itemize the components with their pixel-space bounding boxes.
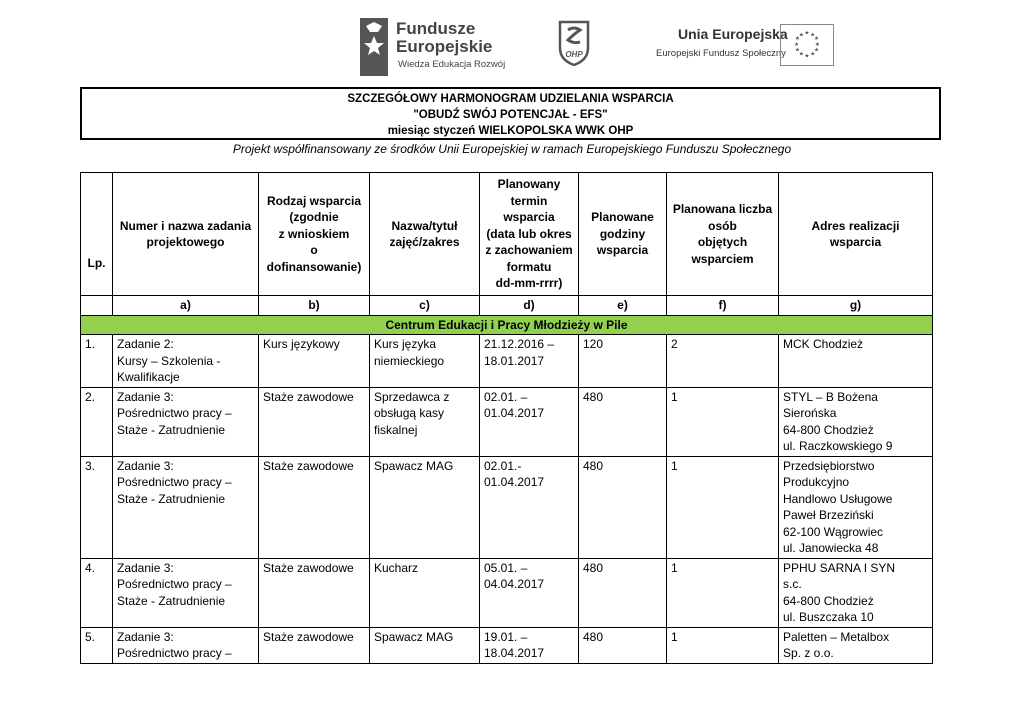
cell-address — [779, 456, 933, 558]
cell-name — [370, 387, 480, 456]
cell-task — [113, 387, 259, 456]
column-letter-name: c) — [370, 296, 480, 316]
cell-lp-line: 1. — [85, 337, 96, 351]
cell-name — [370, 456, 480, 558]
cell-address — [779, 558, 933, 627]
cell-date — [480, 335, 579, 388]
cell-persons — [667, 627, 779, 663]
header-type-line: o dofinansowanie) — [266, 243, 362, 274]
header-name-line: Nazwa/tytuł — [391, 218, 458, 233]
cell-date — [480, 558, 579, 627]
svg-text:★: ★ — [804, 53, 810, 60]
ohp-logo-text: OHP — [565, 50, 583, 59]
cell-task-line: Zadanie 3: — [117, 629, 174, 644]
cell-lp-line: 4. — [85, 560, 96, 575]
cell-name-line: Kucharz — [374, 560, 419, 575]
cell-date-line: 05.01. – — [484, 560, 528, 575]
cell-task — [113, 627, 259, 663]
cell-address-line: Przedsiębiorstwo — [783, 458, 875, 473]
cell-date-line: 04.04.2017 — [484, 577, 545, 591]
cell-address-line: Paweł Brzeziński — [783, 508, 874, 522]
cell-address-line: ul. Buszczaka 10 — [783, 610, 874, 624]
fe-emblem-icon — [360, 18, 388, 76]
cell-name-line: Sprzedawca z — [374, 389, 450, 404]
cell-lp — [81, 627, 113, 663]
cell-address-line: Produkcyjno — [783, 475, 850, 489]
cell-task-line: Staże - Zatrudnienie — [117, 593, 226, 608]
cell-type-line: Staże zawodowe — [263, 458, 354, 473]
table-row — [81, 335, 933, 388]
svg-text:★: ★ — [813, 36, 820, 43]
cell-type-line: Staże zawodowe — [263, 629, 354, 644]
cell-task-line: Zadanie 2: — [117, 337, 174, 351]
cell-address-line: PPHU SARNA I SYN — [783, 560, 896, 575]
header-date — [480, 173, 579, 296]
fe-logo-line1: Fundusze — [396, 19, 476, 38]
cell-name — [370, 558, 480, 627]
cell-persons-line: 1 — [671, 389, 678, 404]
cell-persons — [667, 335, 779, 388]
fundusze-europejskie-logo — [360, 18, 510, 76]
header-persons — [667, 173, 779, 296]
cell-lp-line: 2. — [85, 389, 96, 404]
cell-date — [480, 387, 579, 456]
header-hours — [579, 173, 667, 296]
cell-address-line: s.c. — [783, 577, 802, 591]
document-title-box — [80, 87, 941, 140]
table-row — [81, 456, 933, 558]
header-type-line: (zgodnie — [289, 210, 339, 225]
cell-date-line: 01.04.2017 — [484, 475, 545, 489]
cell-hours-line: 480 — [583, 629, 604, 644]
header-task-line: projektowego — [146, 235, 225, 249]
cell-date-line: 01.04.2017 — [484, 406, 545, 420]
header-task — [113, 173, 259, 296]
cell-task-line: Zadanie 3: — [117, 458, 174, 473]
svg-text:★: ★ — [794, 47, 801, 54]
cell-lp-line: 3. — [85, 458, 96, 473]
svg-text:★: ★ — [794, 36, 801, 43]
svg-text:★: ★ — [813, 47, 820, 54]
header-type-line: Rodzaj wsparcia — [266, 193, 362, 208]
cell-type — [259, 387, 370, 456]
eu-flag-icon — [780, 24, 834, 66]
cell-address-line: MCK Chodzież — [783, 337, 864, 351]
header-name — [370, 173, 480, 296]
cell-address-line: Sp. z o.o. — [783, 646, 834, 660]
cell-date-line: 18.01.2017 — [484, 353, 545, 368]
cell-lp — [81, 456, 113, 558]
column-letter-address: g) — [779, 296, 933, 316]
column-letter-date: d) — [480, 296, 579, 316]
header-address — [779, 173, 933, 296]
cell-lp-line: 5. — [85, 629, 96, 644]
cell-lp — [81, 387, 113, 456]
cell-address-line: Sierońska — [783, 406, 837, 420]
column-letter-type: b) — [259, 296, 370, 316]
title-line3: miesiąc styczeń WIELKOPOLSKA WWK OHP — [387, 125, 634, 137]
header-hours-line: Planowane — [591, 210, 654, 225]
cell-hours — [579, 456, 667, 558]
table-row — [81, 627, 933, 663]
cell-address-line: 64-800 Chodzież — [783, 422, 874, 437]
cell-address — [779, 335, 933, 388]
cell-task-line: Kursy – Szkolenia - — [117, 353, 221, 368]
cell-type-line: Staże zawodowe — [263, 389, 354, 404]
cell-date-line: 18.04.2017 — [484, 646, 545, 660]
header-lp — [81, 173, 113, 296]
cell-hours — [579, 335, 667, 388]
title-line1: SZCZEGÓŁOWY HARMONOGRAM UDZIELANIA WSPARCIA — [347, 93, 674, 105]
svg-text:★: ★ — [793, 41, 800, 48]
title-line2: "OBUDŹ SWÓJ POTENCJAŁ - EFS" — [413, 109, 608, 121]
cell-task — [113, 558, 259, 627]
column-letter-persons: f) — [667, 296, 779, 316]
svg-text:★: ★ — [798, 32, 804, 39]
header-lp-line: Lp. — [87, 255, 106, 270]
header-date-line: formatu — [506, 259, 552, 274]
cell-hours — [579, 387, 667, 456]
header-hours-line: wsparcia — [596, 243, 649, 258]
section-row — [81, 315, 933, 335]
ohp-shield-icon — [556, 20, 592, 66]
header-type — [259, 173, 370, 296]
cell-date-line: 21.12.2016 – — [484, 337, 555, 351]
cell-name — [370, 335, 480, 388]
header-task-line: Numer i nazwa zadania — [119, 218, 252, 233]
cell-task-line: Pośrednictwo pracy – — [117, 406, 232, 420]
cell-address — [779, 627, 933, 663]
header-persons-line: osób — [708, 218, 737, 233]
cell-address-line: Paletten – Metalbox — [783, 629, 890, 644]
header-address-line: wsparcia — [829, 235, 882, 249]
header-date-line: (data lub okres — [486, 226, 572, 241]
funding-subtitle: Projekt współfinansowany ze środków Unii Europejskiej w ramach Europejskiego Funduszu Społecznego — [232, 142, 792, 156]
cell-address — [779, 387, 933, 456]
cell-task-line: Staże - Zatrudnienie — [117, 491, 226, 506]
header-address-line: Adres realizacji — [811, 218, 900, 233]
cell-task-line: Pośrednictwo pracy – — [117, 577, 232, 591]
cell-task — [113, 335, 259, 388]
cell-persons-line: 2 — [671, 337, 678, 351]
cell-hours-line: 480 — [583, 458, 604, 473]
cell-address-line: ul. Raczkowskiego 9 — [783, 439, 893, 453]
header-row — [81, 173, 933, 296]
cell-persons-line: 1 — [671, 458, 678, 473]
cell-persons-line: 1 — [671, 629, 678, 644]
logo-bar — [0, 14, 1024, 76]
cell-address-line: 62-100 Wągrowiec — [783, 524, 884, 539]
cell-persons — [667, 387, 779, 456]
cell-address-line: ul. Janowiecka 48 — [783, 541, 879, 555]
header-type-line: z wnioskiem — [278, 226, 350, 241]
cell-hours — [579, 627, 667, 663]
schedule-table — [80, 172, 933, 664]
ohp-logo — [556, 20, 592, 66]
cell-task-line: Zadanie 3: — [117, 560, 174, 575]
column-letter-hours: e) — [579, 296, 667, 316]
cell-task-line: Staże - Zatrudnienie — [117, 422, 226, 437]
cell-date — [480, 456, 579, 558]
header-persons-line: wsparciem — [691, 251, 754, 266]
cell-persons — [667, 558, 779, 627]
cell-hours-line: 480 — [583, 560, 604, 575]
unia-europejska-logo — [652, 18, 836, 76]
cell-name-line: fiskalnej — [374, 422, 418, 437]
fe-logo-line2: Europejskie — [396, 37, 493, 56]
ue-logo-line1: Unia Europejska — [678, 26, 788, 42]
header-persons-line: objętych — [697, 235, 748, 249]
cell-address-line: STYL – B Bożena — [783, 389, 878, 404]
letter-row — [81, 296, 933, 316]
cell-hours-line: 480 — [583, 389, 604, 404]
header-name-line: zajęć/zakres — [389, 235, 460, 249]
cell-type — [259, 627, 370, 663]
cell-type-line: Staże zawodowe — [263, 560, 354, 575]
cell-hours — [579, 558, 667, 627]
cell-persons-line: 1 — [671, 560, 678, 575]
cell-name-line: Kurs języka — [374, 337, 437, 351]
header-persons-line: Planowana liczba — [672, 202, 773, 216]
ue-logo-line2: Europejski Fundusz Społeczny — [656, 48, 786, 59]
cell-date-line: 02.01. – — [484, 389, 528, 404]
header-date-line: Planowany — [497, 177, 561, 192]
header-date-line: dd-mm-rrrr) — [495, 276, 563, 291]
section-label: Centrum Edukacji i Pracy Młodzieży w Pile — [81, 315, 933, 335]
cell-address-line: Handlowo Usługowe — [783, 491, 893, 506]
cell-address-line: 64-800 Chodzież — [783, 593, 874, 608]
cell-name-line: niemieckiego — [374, 353, 445, 368]
header-hours-line: godziny — [599, 226, 646, 241]
cell-task-line: Pośrednictwo pracy – — [117, 475, 232, 489]
header-date-line: termin wsparcia — [503, 193, 555, 225]
table-row — [81, 558, 933, 627]
cell-date-line: 02.01.- — [484, 458, 522, 473]
cell-lp — [81, 558, 113, 627]
cell-task-line: Kwalifikacje — [117, 370, 180, 384]
fe-logo-line3: Wiedza Edukacja Rozwój — [398, 59, 506, 70]
cell-name-line: Spawacz MAG — [374, 458, 454, 473]
cell-date-line: 19.01. – — [484, 629, 528, 644]
cell-type — [259, 335, 370, 388]
svg-text:★: ★ — [798, 51, 804, 58]
cell-task-line: Pośrednictwo pracy – — [117, 646, 232, 660]
cell-type — [259, 558, 370, 627]
column-letter-task: a) — [113, 296, 259, 316]
svg-text:★: ★ — [810, 32, 816, 39]
svg-text:★: ★ — [814, 41, 821, 48]
cell-type — [259, 456, 370, 558]
cell-task-line: Zadanie 3: — [117, 389, 174, 404]
cell-hours-line: 120 — [583, 337, 604, 351]
cell-task — [113, 456, 259, 558]
cell-date — [480, 627, 579, 663]
cell-persons — [667, 456, 779, 558]
cell-lp — [81, 335, 113, 388]
cell-name-line: Spawacz MAG — [374, 629, 454, 644]
cell-type-line: Kurs językowy — [263, 337, 340, 351]
table-row — [81, 387, 933, 456]
cell-name-line: obsługą kasy — [374, 406, 445, 420]
cell-name — [370, 627, 480, 663]
svg-text:★: ★ — [810, 51, 816, 58]
column-letter-lp — [81, 296, 113, 316]
header-date-line: z zachowaniem — [485, 243, 573, 258]
svg-text:★: ★ — [804, 30, 810, 37]
